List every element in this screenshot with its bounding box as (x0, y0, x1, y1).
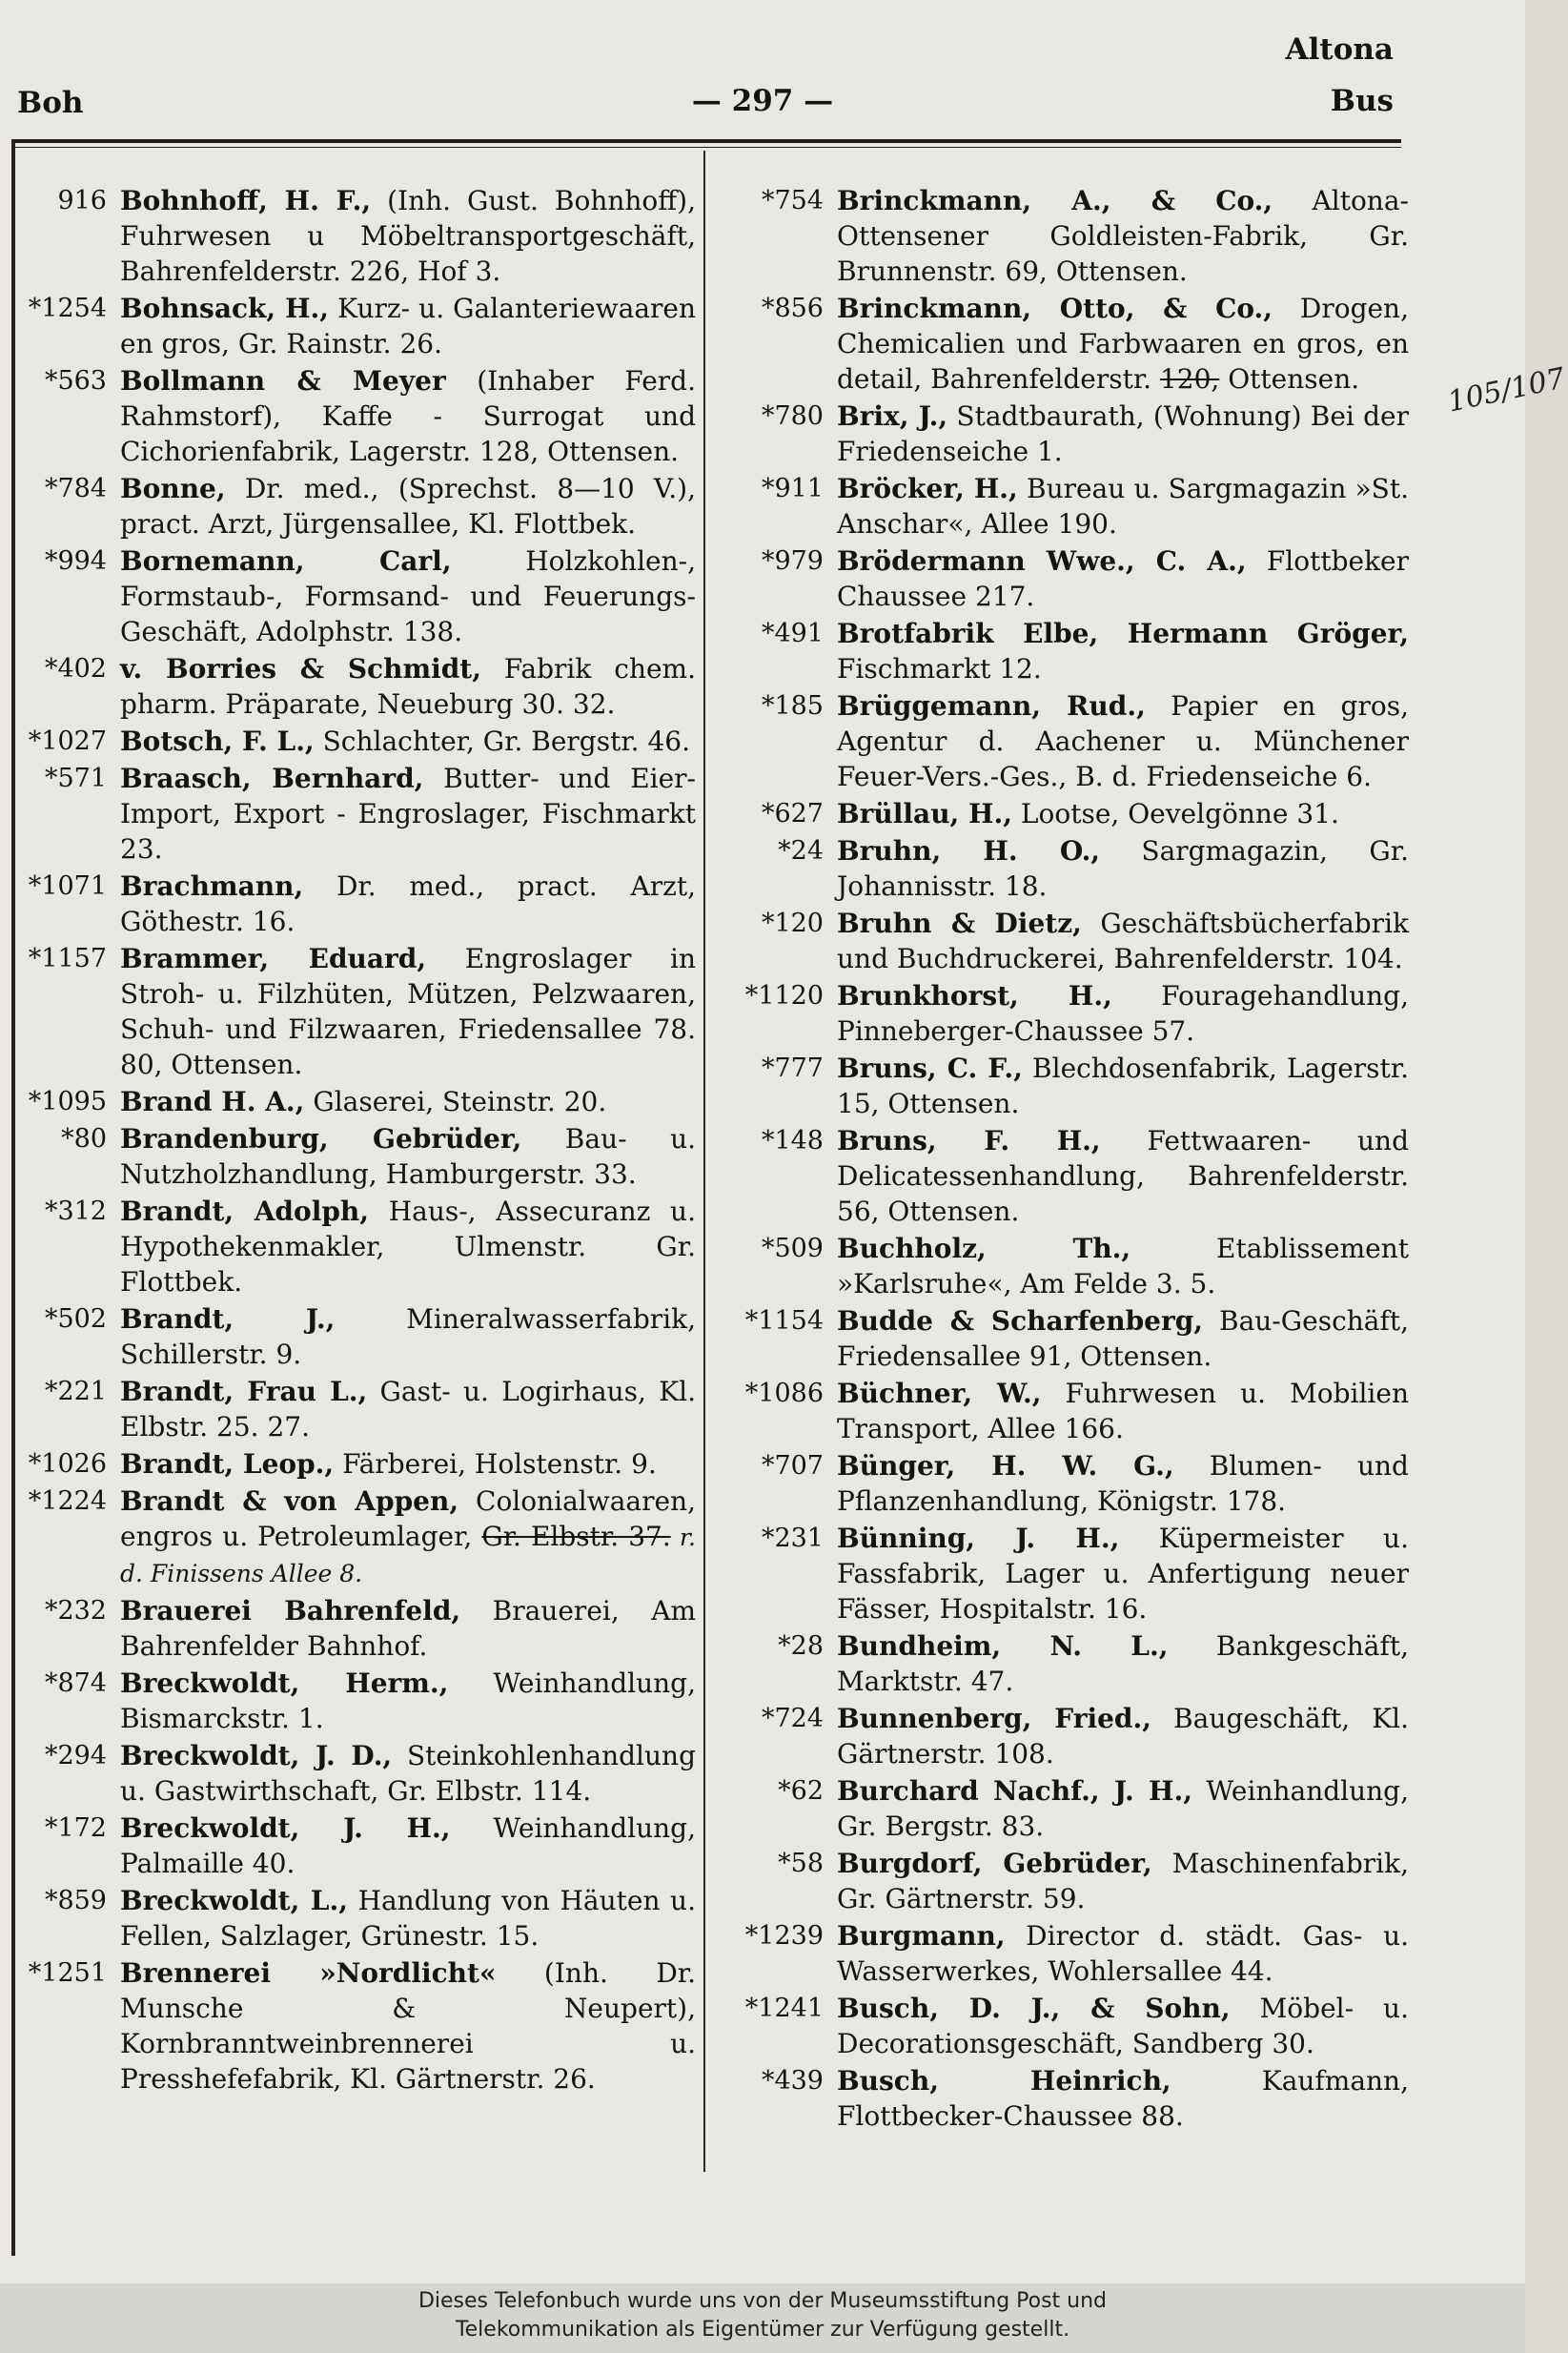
phone-number: *185 (761, 691, 824, 721)
entry-name: Bundheim, N. L., (837, 1630, 1169, 1662)
entry-details: Bankgeschäft, Marktstr. 47. (837, 1630, 1409, 1697)
header-rule-thin (13, 147, 1401, 148)
phone-number: *148 (761, 1126, 824, 1156)
entry-text (837, 2063, 1409, 2134)
directory-entry (717, 1376, 1409, 1446)
left-border-rule (11, 139, 15, 2256)
entry-text (120, 761, 696, 867)
entry-name: Bruns, F. H., (837, 1125, 1101, 1156)
directory-entry (717, 1846, 1409, 1916)
entry-text (837, 1376, 1409, 1446)
phone-number: *874 (44, 1668, 107, 1698)
entry-details: Fettwaaren- und Delicatessenhandlung, Bahrenfelderstr. 56, Ottensen. (837, 1125, 1409, 1227)
directory-entry (717, 833, 1409, 904)
phone-number: *80 (61, 1124, 107, 1154)
phone-number: *221 (44, 1377, 107, 1406)
directory-entry (717, 1231, 1409, 1301)
phone-number: *1251 (28, 1958, 107, 1988)
header-left-keyword: Boh (17, 86, 84, 120)
directory-entry (21, 761, 698, 867)
entry-name: Brunkhorst, H., (837, 980, 1112, 1012)
directory-entry (21, 543, 698, 649)
directory-entry (717, 978, 1409, 1049)
entry-details: Blumen- und Pflanzenhandlung, Königstr. 178. (837, 1450, 1409, 1517)
footer-line-1: Dieses Telefonbuch wurde uns von der Museumsstiftung Post und (417, 2289, 1108, 2313)
entry-details: Maschinenfabrik, Gr. Gärtnerstr. 59. (837, 1848, 1409, 1914)
directory-entry (717, 399, 1409, 469)
entry-name: Breckwoldt, Herm., (120, 1668, 449, 1699)
entry-details: Bau- u. Nutzholzhandlung, Hamburgerstr. 33. (120, 1123, 697, 1190)
phone-number: *28 (778, 1631, 824, 1661)
entry-details: Holzkohlen-, Formstaub-, Formsand- und Feuerungs-Geschäft, Adolphstr. 138. (120, 545, 696, 647)
entry-text (120, 1446, 696, 1482)
entry-details: Kaufmann, Flottbecker-Chaussee 88. (837, 2065, 1409, 2132)
entry-text (837, 1448, 1409, 1519)
entry-text (120, 651, 696, 722)
entry-name: Bohnhoff, H. F., (120, 185, 372, 216)
phone-number: *724 (761, 1704, 824, 1733)
entry-details: Weinhandlung, Bismarckstr. 1. (120, 1668, 697, 1734)
entry-details: Weinhandlung, Gr. Bergstr. 83. (837, 1775, 1410, 1842)
directory-entry (717, 616, 1409, 686)
entry-name: Breckwoldt, J. H., (120, 1812, 451, 1844)
directory-entry (21, 1084, 698, 1119)
entry-text (120, 1883, 696, 1954)
entry-name: Brammer, Eduard, (120, 943, 427, 974)
directory-entry (21, 1811, 698, 1881)
directory-entry (717, 291, 1409, 397)
phone-number: *231 (761, 1524, 824, 1553)
entry-name: Buchholz, Th., (837, 1233, 1131, 1264)
entry-name: Burchard Nachf., J. H., (837, 1775, 1192, 1807)
entry-name: Brachmann, (120, 870, 304, 902)
entry-name: Braasch, Bernhard, (120, 763, 424, 794)
entry-text (120, 1194, 696, 1299)
directory-entry (21, 724, 698, 759)
phone-number: *491 (761, 619, 824, 648)
phone-number: *856 (761, 294, 824, 323)
entry-name: Brandt, Frau L., (120, 1376, 368, 1407)
phone-number: *707 (761, 1451, 824, 1481)
phone-number: *1157 (28, 944, 107, 973)
entry-details: Fischmarkt 12. (837, 653, 1042, 685)
directory-entry (21, 869, 698, 939)
entry-text (837, 1231, 1409, 1301)
header-right-keyword: Bus (1330, 84, 1394, 118)
entry-details: (Inh. Gust. Bohnhoff), Fuhrwesen u Möbeltransportgeschäft, Bahrenfelderstr. 226, Hof 3. (120, 185, 696, 287)
entry-details: Altona-Ottensener Goldleisten-Fabrik, Gr. Brunnenstr. 69, Ottensen. (837, 185, 1409, 287)
entry-details: Baugeschäft, Kl. Gärtnerstr. 108. (837, 1703, 1410, 1770)
entry-text (837, 906, 1409, 976)
entry-details: Bau-Geschäft, Friedensallee 91, Ottensen. (837, 1305, 1409, 1372)
phone-number: *627 (761, 799, 824, 829)
phone-number: *58 (778, 1849, 824, 1878)
directory-entry (717, 1521, 1409, 1627)
entry-details: Küpermeister u. Fassfabrik, Lager u. Anfertigung neuer Fässer, Hospitalstr. 16. (837, 1523, 1409, 1625)
entry-details: Director d. städt. Gas- u. Wasserwerkes, Wohlersallee 44. (837, 1920, 1409, 1987)
entry-details: Etablissement »Karlsruhe«, Am Felde 3. 5. (837, 1233, 1409, 1299)
entry-text (837, 616, 1409, 686)
entry-details: Glaserei, Steinstr. 20. (304, 1086, 607, 1117)
directory-entry (717, 2063, 1409, 2134)
entry-details: Lootse, Oevelgönne 31. (1012, 798, 1339, 829)
entry-details: Engroslager in Stroh- u. Filzhüten, Mützen, Pelzwaaren, Schuh- und Filzwaaren, Friedensallee 78. 80, Ottensen. (120, 943, 697, 1080)
entry-name: Burgmann, (837, 1920, 1006, 1952)
entry-text (120, 941, 696, 1082)
phone-number: *509 (761, 1234, 824, 1263)
entry-name: Brinckmann, A., & Co., (837, 185, 1273, 216)
entry-name: Breckwoldt, J. D., (120, 1740, 393, 1771)
entry-details: Bureau u. Sargmagazin »St. Anschar«, Allee 190. (837, 473, 1410, 540)
directory-entry (717, 1051, 1409, 1121)
entry-details: Handlung von Häuten u. Fellen, Salzlager, Grünestr. 15. (120, 1885, 696, 1952)
phone-number: *1095 (28, 1087, 107, 1116)
entry-text (837, 183, 1409, 289)
entry-text (120, 471, 696, 542)
phone-number: *1241 (744, 1994, 824, 2023)
entry-text (837, 1521, 1409, 1627)
directory-entry (717, 688, 1409, 794)
header-rule (13, 139, 1401, 143)
entry-text (120, 1121, 696, 1192)
phone-number: *1026 (28, 1449, 107, 1479)
phone-number: *312 (44, 1197, 107, 1226)
entry-text (120, 1483, 696, 1591)
phone-number: *979 (761, 546, 824, 576)
entry-name: Bohnsack, H., (120, 293, 330, 324)
entry-text (837, 1773, 1409, 1844)
entry-details: Möbel- u. Decorationsgeschäft, Sandberg 30. (837, 1993, 1409, 2059)
entry-name: Brinckmann, Otto, & Co., (837, 293, 1273, 324)
entry-name: Bröcker, H., (837, 473, 1018, 504)
entry-text (120, 363, 696, 469)
directory-entry (717, 1628, 1409, 1699)
entry-text (120, 1811, 696, 1881)
entry-details: Färberei, Holstenstr. 9. (334, 1448, 657, 1480)
directory-entry (21, 1955, 698, 2097)
entry-details: Schlachter, Gr. Bergstr. 46. (314, 726, 690, 757)
phone-number: *502 (44, 1304, 107, 1334)
entry-name: Brandt, Adolph, (120, 1196, 370, 1227)
directory-entry (21, 471, 698, 542)
phone-number: *571 (44, 764, 107, 793)
entry-details: (Inhaber Ferd. Rahmstorf), Kaffe - Surrogat und Cichorienfabrik, Lagerstr. 128, Ottensen. (120, 365, 696, 467)
phone-number: *1239 (744, 1921, 824, 1951)
entry-text (120, 543, 696, 649)
entry-name: Bonne, (120, 473, 226, 504)
left-column (21, 183, 698, 2098)
entry-details: Drogen, Chemicalien und Farbwaaren en gros, en detail, Bahrenfelderstr. (837, 293, 1409, 395)
directory-entry (21, 941, 698, 1082)
entry-text (837, 688, 1409, 794)
directory-entry (717, 1701, 1409, 1771)
entry-name: Brand H. A., (120, 1086, 305, 1117)
entry-text (120, 1738, 696, 1809)
handwritten-margin-note: 105/107 (1444, 361, 1568, 419)
directory-entry (717, 906, 1409, 976)
directory-entry (21, 1483, 698, 1591)
entry-details: Colonialwaaren, engros u. Petroleumlager, (120, 1485, 696, 1552)
directory-entry (717, 1991, 1409, 2061)
entry-text (120, 183, 696, 289)
phone-number: *780 (761, 401, 824, 431)
entry-name: Brennerei »Nordlicht« (120, 1957, 497, 1989)
phone-number: *172 (44, 1813, 107, 1843)
entry-name: Brüllau, H., (837, 798, 1012, 829)
entry-details: Weinhandlung, Palmaille 40. (120, 1812, 696, 1879)
right-column (717, 183, 1409, 2136)
entry-details: Fabrik chem. pharm. Präparate, Neueburg 30. 32. (120, 653, 696, 720)
entry-text (837, 1701, 1409, 1771)
directory-entry (21, 363, 698, 469)
entry-name: Budde & Scharfenberg, (837, 1305, 1204, 1337)
phone-number: *232 (44, 1596, 107, 1626)
phone-number: *24 (778, 836, 824, 866)
entry-text (120, 869, 696, 939)
entry-name: Brauerei Bahrenfeld, (120, 1595, 461, 1627)
entry-details: Dr. med., (Sprechst. 8—10 V.), pract. Arzt, Jürgensallee, Kl. Flottbek. (120, 473, 696, 540)
entry-text (837, 833, 1409, 904)
entry-name: Breckwoldt, L., (120, 1885, 348, 1916)
entry-name: Bruhn & Dietz, (837, 908, 1082, 939)
entry-details: Steinkohlenhandlung u. Gastwirthschaft, Gr. Elbstr. 114. (120, 1740, 696, 1807)
directory-entry (717, 1448, 1409, 1519)
entry-name: Bunnenberg, Fried., (837, 1703, 1151, 1734)
entry-text (837, 543, 1409, 614)
entry-text (837, 291, 1409, 397)
entry-name: Burgdorf, Gebrüder, (837, 1848, 1152, 1879)
entry-name: Botsch, F. L., (120, 726, 315, 757)
entry-details: Kurz- u. Galanteriewaaren en gros, Gr. Rainstr. 26. (120, 293, 696, 359)
entry-name: Bornemann, Carl, (120, 545, 452, 577)
phone-number: 916 (57, 186, 107, 215)
phone-number: *1254 (28, 294, 107, 323)
directory-entry (21, 1446, 698, 1482)
entry-text (120, 724, 696, 759)
entry-name: Busch, Heinrich, (837, 2065, 1171, 2097)
entry-text (120, 1084, 696, 1119)
phone-number: *994 (44, 546, 107, 576)
directory-entry (21, 291, 698, 361)
entry-name: Brüggemann, Rud., (837, 690, 1146, 722)
entry-name: Büchner, W., (837, 1378, 1042, 1409)
phone-number: *1154 (744, 1306, 824, 1336)
header-city: Altona (1285, 32, 1394, 67)
footer-notice (0, 2283, 1525, 2353)
entry-name: Brandenburg, Gebrüder, (120, 1123, 522, 1155)
entry-details: Flottbeker Chaussee 217. (837, 545, 1410, 612)
entry-text (837, 1918, 1409, 1989)
entry-text (120, 1593, 696, 1664)
phone-number: *1086 (744, 1379, 824, 1408)
entry-name: v. Borries & Schmidt, (120, 653, 481, 685)
directory-entry (21, 1374, 698, 1444)
entry-name: Bünger, H. W. G., (837, 1450, 1174, 1482)
entry-details: Geschäftsbücherfabrik und Buchdruckerei, Bahrenfelderstr. 104. (837, 908, 1409, 974)
phone-number: *120 (761, 909, 824, 938)
phone-number: *1027 (28, 726, 107, 756)
entry-name: Brandt & von Appen, (120, 1485, 459, 1517)
struck-address: Gr. Elbstr. 37. (481, 1521, 671, 1552)
phone-number: *402 (44, 654, 107, 684)
phone-number: *1120 (744, 981, 824, 1011)
entry-details: Papier en gros, Agentur d. Aachener u. Münchener Feuer-Vers.-Ges., B. d. Friedenseiche 6. (837, 690, 1409, 792)
entry-text (120, 291, 696, 361)
entry-details: Sargmagazin, Gr. Johannisstr. 18. (837, 835, 1409, 902)
entry-details: Haus-, Assecuranz u. Hypothekenmakler, Ulmenstr. Gr. Flottbek. (120, 1196, 696, 1298)
directory-entry (21, 1666, 698, 1736)
entry-text (120, 1955, 696, 2097)
directory-entry (717, 1918, 1409, 1989)
phone-number: *294 (44, 1741, 107, 1770)
page-number: — 297 — (691, 84, 834, 118)
entry-name: Brandt, Leop., (120, 1448, 335, 1480)
directory-entry (21, 1194, 698, 1299)
entry-details: Brauerei, Am Bahrenfelder Bahnhof. (120, 1595, 696, 1662)
struck-address: 120, (1159, 363, 1220, 395)
footer-line-2: Telekommunikation als Eigentümer zur Verfügung gestellt. (455, 2318, 1070, 2342)
handwritten-correction: r. d. Finissens Allee 8. (120, 1524, 696, 1587)
entry-details: Blechdosenfabrik, Lagerstr. 15, Ottensen. (837, 1053, 1409, 1119)
entry-details: (Inh. Dr. Munsche & Neupert), Kornbranntweinbrennerei u. Presshefefabrik, Kl. Gärtnerstr. 26. (120, 1957, 696, 2095)
directory-entry (717, 1303, 1409, 1374)
phone-number: *1071 (28, 871, 107, 901)
directory-entry (717, 1773, 1409, 1844)
directory-entry (717, 471, 1409, 542)
directory-entry (21, 1883, 698, 1954)
phone-number: *439 (761, 2066, 824, 2096)
entry-name: Brotfabrik Elbe, Hermann Gröger, (837, 618, 1409, 649)
directory-entry (21, 651, 698, 722)
entry-text (837, 1846, 1409, 1916)
entry-details: Butter- und Eier-Import, Export - Engroslager, Fischmarkt 23. (120, 763, 697, 865)
entry-text (837, 399, 1409, 469)
entry-text (837, 1303, 1409, 1374)
phone-number: *911 (761, 474, 824, 503)
directory-entry (21, 183, 698, 289)
entry-text (120, 1374, 696, 1444)
entry-details: Mineralwasserfabrik, Schillerstr. 9. (120, 1303, 697, 1370)
entry-details: Stadtbaurath, (Wohnung) Bei der Friedenseiche 1. (837, 400, 1409, 467)
entry-name: Brandt, J., (120, 1303, 336, 1335)
phone-number: *754 (761, 186, 824, 215)
entry-text (837, 796, 1409, 831)
entry-details: Fouragehandlung, Pinneberger-Chaussee 57. (837, 980, 1409, 1047)
entry-name: Bruhn, H. O., (837, 835, 1101, 867)
entry-details: Fuhrwesen u. Mobilien Transport, Allee 166. (837, 1378, 1409, 1444)
entry-name: Brödermann Wwe., C. A., (837, 545, 1247, 577)
directory-entry (717, 796, 1409, 831)
entry-text (120, 1666, 696, 1736)
entry-name: Bruns, C. F., (837, 1053, 1023, 1084)
directory-entry (21, 1593, 698, 1664)
entry-details: Dr. med., pract. Arzt, Göthestr. 16. (120, 870, 696, 937)
directory-entry (21, 1738, 698, 1809)
entry-text (837, 1628, 1409, 1699)
entry-name: Bünning, J. H., (837, 1523, 1120, 1554)
phone-number: *859 (44, 1886, 107, 1915)
directory-entry (717, 183, 1409, 289)
entry-name: Brix, J., (837, 400, 948, 432)
phone-number: *777 (761, 1054, 824, 1083)
entry-text (837, 1991, 1409, 2061)
entry-text (120, 1301, 696, 1372)
entry-text (837, 978, 1409, 1049)
entry-text (837, 471, 1409, 542)
directory-entry (717, 1123, 1409, 1229)
phone-number: *1224 (28, 1486, 107, 1516)
directory-entry (21, 1121, 698, 1192)
entry-details-continued: Ottensen. (1219, 363, 1360, 395)
column-divider (703, 151, 705, 2172)
directory-entry (717, 543, 1409, 614)
directory-entry (21, 1301, 698, 1372)
entry-details: Gast- u. Logirhaus, Kl. Elbstr. 25. 27. (120, 1376, 696, 1442)
entry-name: Busch, D. J., & Sohn, (837, 1993, 1231, 2024)
phone-number: *62 (778, 1776, 824, 1806)
entry-text (837, 1123, 1409, 1229)
phone-number: *563 (44, 366, 107, 396)
entry-name: Bollmann & Meyer (120, 365, 446, 397)
phone-number: *784 (44, 474, 107, 503)
entry-text (837, 1051, 1409, 1121)
